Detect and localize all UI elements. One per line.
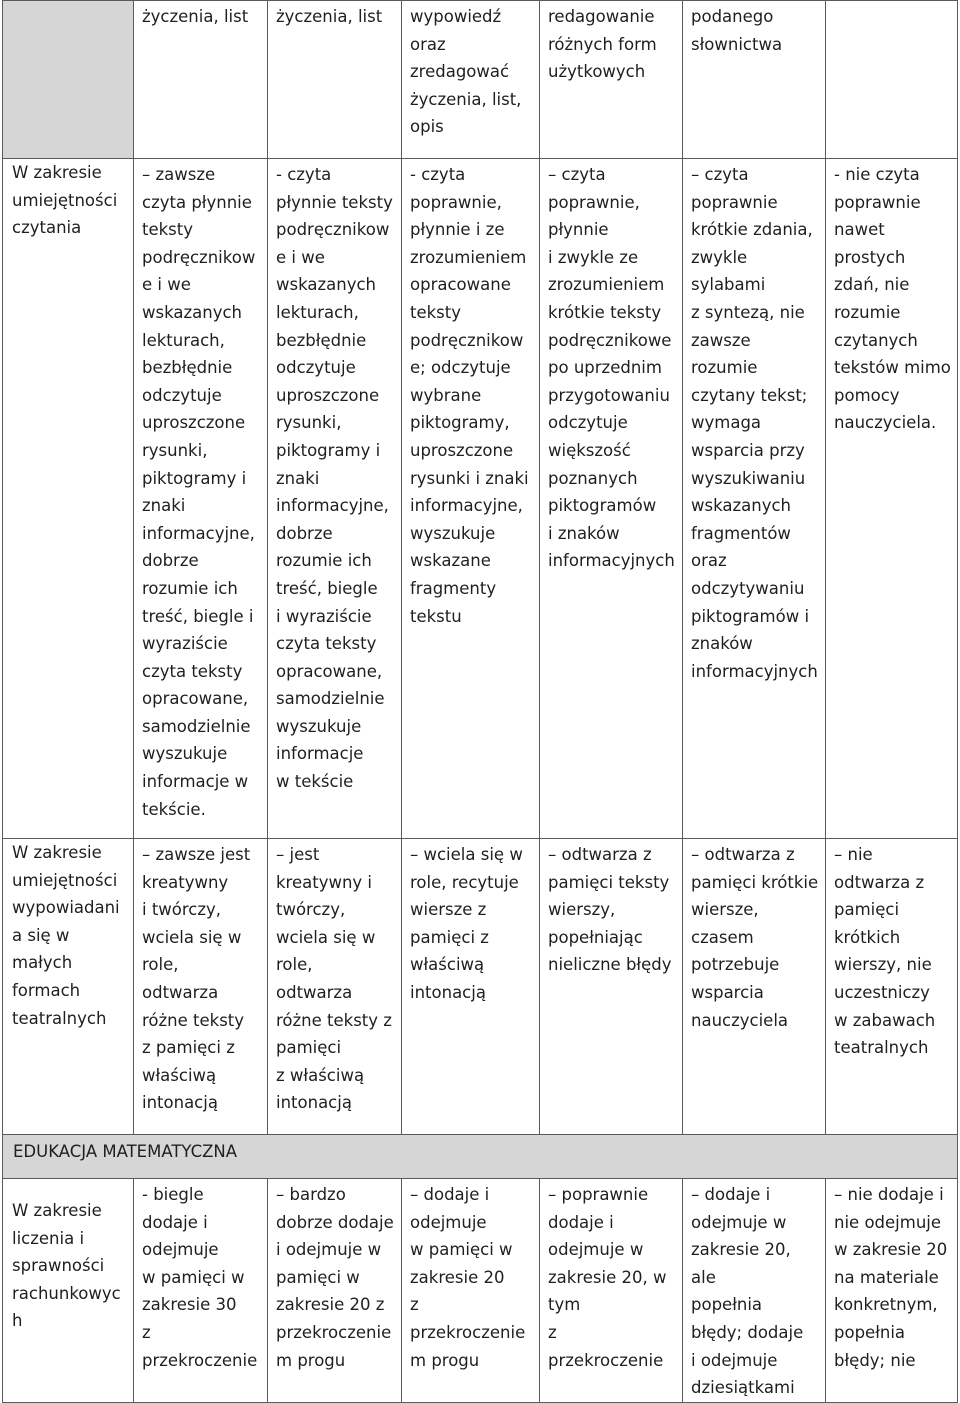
theatre-grade-6: – zawsze jest kreatywny i twórczy, wciela się w role, odtwarza różne teksty z pamięci z właściwą intonacją <box>134 839 268 1135</box>
row-label-theatre: W zakresie umiejętności wypowiadani a się w małych formach teatralnych <box>3 839 134 1135</box>
top-cell-3: wypowiedź oraz zredagować życzenia, list, opis <box>402 1 540 159</box>
theatre-grade-5: – jest kreatywny i twórczy, wciela się w role, odtwarza różne teksty z pamięci z właściwą intonacją <box>268 839 402 1135</box>
reading-grade-5: - czyta płynnie teksty podręcznikow e i we wskazanych lekturach, bezbłędnie odczytuje uproszczone rysunki, piktogramy i znaki informacyjne, dobrze rozumie ich treść, biegle i wyraziście czyta teksty opracowane, samodzielnie wyszukuje informacje w tekście <box>268 159 402 839</box>
math-grade-3: – poprawnie dodaje i odejmuje w zakresie 20, w tym z przekroczenie <box>540 1179 683 1403</box>
table-row-theatre <box>3 839 958 1135</box>
math-grade-1: – nie dodaje i nie odejmuje w zakresie 20 na materiale konkretnym, popełnia błędy; nie <box>826 1179 958 1403</box>
reading-grade-6: – zawsze czyta płynnie teksty podręcznikow e i we wskazanych lekturach, bezbłędnie odczytuje uproszczone rysunki, piktogramy i znaki informacyjne, dobrze rozumie ich treść, biegle i wyraziście czyta teksty opracowane, samodzielnie wyszukuje informacje w tekście. <box>134 159 268 839</box>
row-label-reading: W zakresie umiejętności czytania <box>3 159 134 839</box>
top-cell-1: życzenia, list <box>134 1 268 159</box>
table-row-top-continuation <box>3 1 958 159</box>
assessment-criteria-table <box>2 0 958 1403</box>
row-label-math: W zakresie liczenia i sprawności rachunkowyc h <box>3 1179 134 1403</box>
theatre-grade-4: – wciela się w role, recytuje wiersze z pamięci z właściwą intonacją <box>402 839 540 1135</box>
top-cell-5: podanego słownictwa <box>683 1 826 159</box>
theatre-grade-3: – odtwarza z pamięci teksty wierszy, popełniając nieliczne błędy <box>540 839 683 1135</box>
reading-grade-4: - czyta poprawnie, płynnie i ze zrozumieniem opracowane teksty podręcznikow e; odczytuje wybrane piktogramy, uproszczone rysunki i znaki informacyjne, wyszukuje wskazane fragmenty tekstu <box>402 159 540 839</box>
table-row-math <box>3 1179 958 1403</box>
top-cell-4: redagowanie różnych form użytkowych <box>540 1 683 159</box>
reading-grade-3: – czyta poprawnie, płynnie i zwykle ze zrozumieniem krótkie teksty podręcznikowe po uprzednim przygotowaniu odczytuje większość poznanych piktogramów i znaków informacyjnych <box>540 159 683 839</box>
reading-grade-1: - nie czyta poprawnie nawet prostych zdań, nie rozumie czytanych tekstów mimo pomocy nauczyciela. <box>826 159 958 839</box>
top-cell-2: życzenia, list <box>268 1 402 159</box>
table-row-reading <box>3 159 958 839</box>
row-label-cell <box>3 1 134 159</box>
section-banner-row <box>3 1135 958 1179</box>
theatre-grade-1: – nie odtwarza z pamięci krótkich wierszy, nie uczestniczy w zabawach teatralnych <box>826 839 958 1135</box>
math-grade-5: – bardzo dobrze dodaje i odejmuje w pamięci w zakresie 20 z przekroczenie m progu <box>268 1179 402 1403</box>
math-grade-2: – dodaje i odejmuje w zakresie 20, ale popełnia błędy; dodaje i odejmuje dziesiątkami <box>683 1179 826 1403</box>
math-grade-6: - biegle dodaje i odejmuje w pamięci w zakresie 30 z przekroczenie <box>134 1179 268 1403</box>
section-banner-math: EDUKACJA MATEMATYCZNA <box>3 1135 958 1179</box>
reading-grade-2: – czyta poprawnie krótkie zdania, zwykle sylabami z syntezą, nie zawsze rozumie czytany tekst; wymaga wsparcia przy wyszukiwaniu wskazanych fragmentów oraz odczytywaniu piktogramów i znaków informacyjnych <box>683 159 826 839</box>
theatre-grade-2: – odtwarza z pamięci krótkie wiersze, czasem potrzebuje wsparcia nauczyciela <box>683 839 826 1135</box>
top-cell-6 <box>826 1 958 159</box>
math-grade-4: – dodaje i odejmuje w pamięci w zakresie 20 z przekroczenie m progu <box>402 1179 540 1403</box>
